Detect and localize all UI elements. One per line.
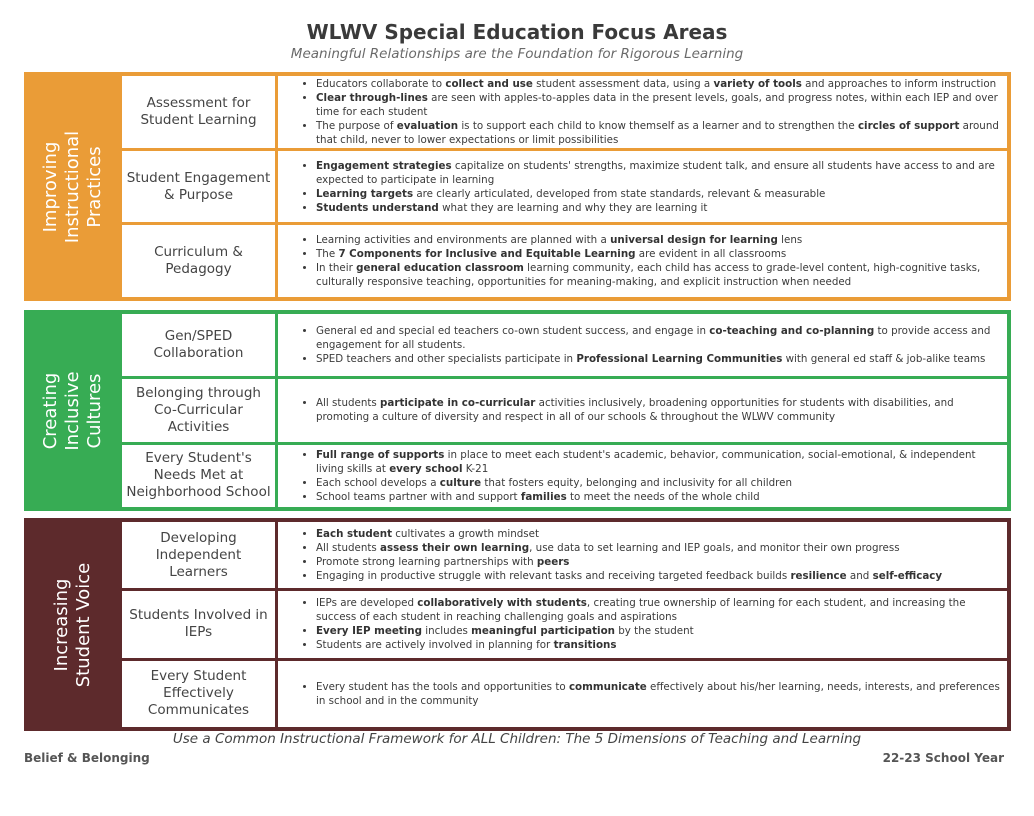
bold-phrase: participate in co-curricular <box>380 397 536 410</box>
bold-phrase: resilience <box>790 570 847 583</box>
bullet-item <box>316 596 1001 624</box>
section-title <box>51 562 95 686</box>
bullet-item <box>316 233 1001 247</box>
focus-row-label: Students Involved in IEPs <box>129 607 268 641</box>
text-segment: to meet the needs of the whole child <box>566 490 760 503</box>
bullet-item <box>316 77 1001 91</box>
focus-row-label: Curriculum & Pedagogy <box>154 244 243 278</box>
section-title-line: Instructional <box>62 130 83 243</box>
text-segment: learning community, each child has access to grade-level content, high-cognitive tasks, culturally responsive teaching, opportunities for meaning-making, and explicit instruction when needed <box>316 262 981 289</box>
focus-row-bullets <box>275 591 1007 657</box>
text-segment: and <box>846 570 873 583</box>
bold-phrase: Engagement strategies <box>316 159 452 172</box>
text-segment: Every student has the tools and opportunities to <box>316 680 569 693</box>
text-segment: In their <box>316 262 357 275</box>
text-segment: Educators collaborate to <box>316 77 446 90</box>
bullet-item <box>316 261 1001 289</box>
bold-phrase: collect and use <box>445 77 533 90</box>
focus-row-label: Assessment for Student Learning <box>140 94 257 128</box>
focus-row <box>122 148 1007 223</box>
bold-phrase: transitions <box>553 639 617 652</box>
text-segment: Learning activities and environments are planned with a <box>316 234 611 247</box>
section-title-line: Inclusive <box>62 370 83 451</box>
focus-row <box>122 222 1007 297</box>
section-title-line: Improving <box>40 141 61 232</box>
bold-phrase: circles of support <box>857 119 960 132</box>
bullet-item <box>316 448 1001 476</box>
bold-phrase: Each student <box>316 528 392 541</box>
bold-phrase: Students understand <box>316 201 439 214</box>
focus-row <box>122 522 1007 588</box>
section-creating-inclusive-cultures <box>24 310 1011 511</box>
section-label <box>24 518 122 731</box>
text-segment: by the student <box>614 625 694 638</box>
section-rows <box>122 314 1007 507</box>
section-rows <box>122 76 1007 297</box>
bullet-item <box>316 119 1001 147</box>
bullet-item <box>316 569 942 583</box>
focus-row-label: Every Student's Needs Met at Neighborhood School <box>126 450 271 501</box>
focus-row-label: Developing Independent Learners <box>155 529 242 580</box>
section-title <box>40 130 106 242</box>
section-title <box>40 371 106 450</box>
bold-phrase: assess their own learning <box>380 542 530 555</box>
text-segment: Promote strong learning partnerships with <box>316 556 537 569</box>
bold-phrase: Every IEP meeting <box>316 625 422 638</box>
bold-phrase: Learning targets <box>316 187 414 200</box>
text-segment: SPED teachers and other specialists participate in <box>316 353 577 366</box>
bullet-list <box>286 448 1001 504</box>
focus-row-bullets <box>275 151 1007 223</box>
bullet-list <box>286 77 1001 147</box>
focus-row-bullets <box>275 225 1007 297</box>
text-segment: , creating true ownership of learning for each student, and increasing the success of each student in reaching challenging goals and aspirations <box>316 597 966 624</box>
bullet-item <box>316 555 942 569</box>
text-segment: The purpose of <box>316 119 397 132</box>
text-segment: to provide access and engagement for all students. <box>316 325 991 352</box>
text-segment: in place to meet each student's academic, behavior, communication, social-emotional, & independent living skills at <box>316 448 976 475</box>
text-segment: includes <box>421 625 472 638</box>
bold-phrase: collaboratively with students <box>417 597 587 610</box>
bold-phrase: Professional Learning Communities <box>576 353 783 366</box>
section-title-line: Creating <box>40 372 61 449</box>
section-title-line: Student Voice <box>73 562 94 687</box>
focus-row <box>122 314 1007 376</box>
text-segment: capitalize on students' strengths, maximize student talk, and ensure all students have access to and are expected to participate in learning <box>316 159 995 186</box>
text-segment: and approaches to inform instruction <box>801 77 997 90</box>
text-segment: lens <box>777 234 803 247</box>
text-segment: The <box>316 248 339 261</box>
text-segment: , use data to set learning and IEP goals, and monitor their own progress <box>529 542 900 555</box>
text-segment: Students are actively involved in planning for <box>316 639 554 652</box>
text-segment: K-21 <box>462 462 489 475</box>
text-segment: General ed and special ed teachers co-own student success, and engage in <box>316 325 710 338</box>
bullet-item <box>316 159 1001 187</box>
section-title-line: Practices <box>84 145 105 228</box>
text-segment: Each school develops a <box>316 476 440 489</box>
bold-phrase: Full range of supports <box>316 448 445 461</box>
bullet-item <box>316 624 1001 638</box>
section-rows <box>122 522 1007 727</box>
text-segment: that fosters equity, belonging and inclusivity for all children <box>481 476 792 489</box>
focus-row-bullets <box>275 522 1007 588</box>
bold-phrase: peers <box>536 556 570 569</box>
bullet-item <box>316 396 1001 424</box>
bullet-item <box>316 247 1001 261</box>
section-improving-instructional-practices <box>24 72 1011 301</box>
bullet-item <box>316 476 1001 490</box>
text-segment: are seen with apples-to-apples data in the present levels, goals, and progress notes, within each IEP and over time for each student <box>316 91 998 118</box>
focus-row-label: Belonging through Co-Curricular Activities <box>136 384 261 435</box>
focus-row-bullets <box>275 76 1007 148</box>
focus-row <box>122 76 1007 148</box>
bold-phrase: self-efficacy <box>872 570 943 583</box>
focus-row-label: Student Engagement & Purpose <box>126 169 271 203</box>
bold-phrase: Clear through-lines <box>316 91 428 104</box>
text-segment: All students <box>316 542 381 555</box>
focus-row-label: Gen/SPED Collaboration <box>153 328 244 362</box>
bullet-item <box>316 638 1001 652</box>
bullet-list <box>286 680 1001 708</box>
bullet-list <box>286 233 1001 289</box>
focus-row <box>122 588 1007 657</box>
bold-phrase: meaningful participation <box>471 625 615 638</box>
text-segment: All students <box>316 397 381 410</box>
bullet-list <box>286 159 1001 215</box>
text-segment: IEPs are developed <box>316 597 418 610</box>
section-increasing-student-voice <box>24 518 1011 731</box>
section-label <box>24 310 122 511</box>
focus-row-bullets <box>275 661 1007 727</box>
bold-phrase: 7 Components for Inclusive and Equitable Learning <box>338 248 636 261</box>
bullet-list <box>286 324 1001 366</box>
focus-row <box>122 376 1007 441</box>
bold-phrase: variety of tools <box>713 77 802 90</box>
footer-right: 22-23 School Year <box>882 751 1004 765</box>
bullet-item <box>316 527 942 541</box>
bullet-list <box>286 527 942 583</box>
focus-row-bullets <box>275 314 1007 376</box>
text-segment: are evident in all classrooms <box>635 248 787 261</box>
section-title-line: Increasing <box>51 578 72 671</box>
text-segment: is to support each child to know themself as a learner and to strengthen the <box>458 119 858 132</box>
text-segment: with general ed staff & job-alike teams <box>782 353 986 366</box>
focus-row-bullets <box>275 445 1007 507</box>
text-segment: cultivates a growth mindset <box>392 528 540 541</box>
bold-phrase: general education classroom <box>356 262 524 275</box>
page-title: WLWV Special Education Focus Areas <box>306 20 728 44</box>
focus-row <box>122 442 1007 507</box>
focus-row-label: Every Student Effectively Communicates <box>147 668 250 719</box>
page-subtitle: Meaningful Relationships are the Foundation for Rigorous Learning <box>290 46 744 62</box>
bold-phrase: families <box>520 490 567 503</box>
bullet-item <box>316 187 1001 201</box>
section-title-line: Cultures <box>84 373 105 448</box>
focus-row <box>122 658 1007 727</box>
bullet-list <box>286 396 1001 424</box>
bold-phrase: evaluation <box>396 119 459 132</box>
bullet-item <box>316 352 1001 366</box>
text-segment: around that child, never to lower expectations or limit possibilities <box>316 119 999 146</box>
bullet-item <box>316 91 1001 119</box>
focus-row-bullets <box>275 379 1007 441</box>
bullet-item <box>316 490 1001 504</box>
text-segment: what they are learning and why they are learning it <box>438 201 708 214</box>
footer-left: Belief & Belonging <box>24 751 150 765</box>
bold-phrase: every school <box>389 462 463 475</box>
text-segment: student assessment data, using a <box>532 77 714 90</box>
section-label <box>24 72 122 301</box>
text-segment: Engaging in productive struggle with relevant tasks and receiving targeted feedback builds <box>316 570 791 583</box>
bold-phrase: co-teaching and co-planning <box>709 325 875 338</box>
bold-phrase: universal design for learning <box>610 234 778 247</box>
text-segment: School teams partner with and support <box>316 490 521 503</box>
bullet-item <box>316 201 1001 215</box>
bullet-item <box>316 324 1001 352</box>
bullet-list <box>286 596 1001 652</box>
bullet-item <box>316 541 942 555</box>
text-segment: are clearly articulated, developed from state standards, relevant & measurable <box>413 187 826 200</box>
text-segment: effectively about his/her learning, needs, interests, and preferences in school and in the community <box>316 680 1000 707</box>
text-segment: activities inclusively, broadening opportunities for students with disabilities, and promoting a culture of diversity and respect in all of our schools & throughout the WLWV community <box>316 397 954 424</box>
bullet-item <box>316 680 1001 708</box>
framework-note: Use a Common Instructional Framework for ALL Children: The 5 Dimensions of Teaching and Learning <box>172 731 862 747</box>
bold-phrase: culture <box>439 476 482 489</box>
bold-phrase: communicate <box>568 680 647 693</box>
